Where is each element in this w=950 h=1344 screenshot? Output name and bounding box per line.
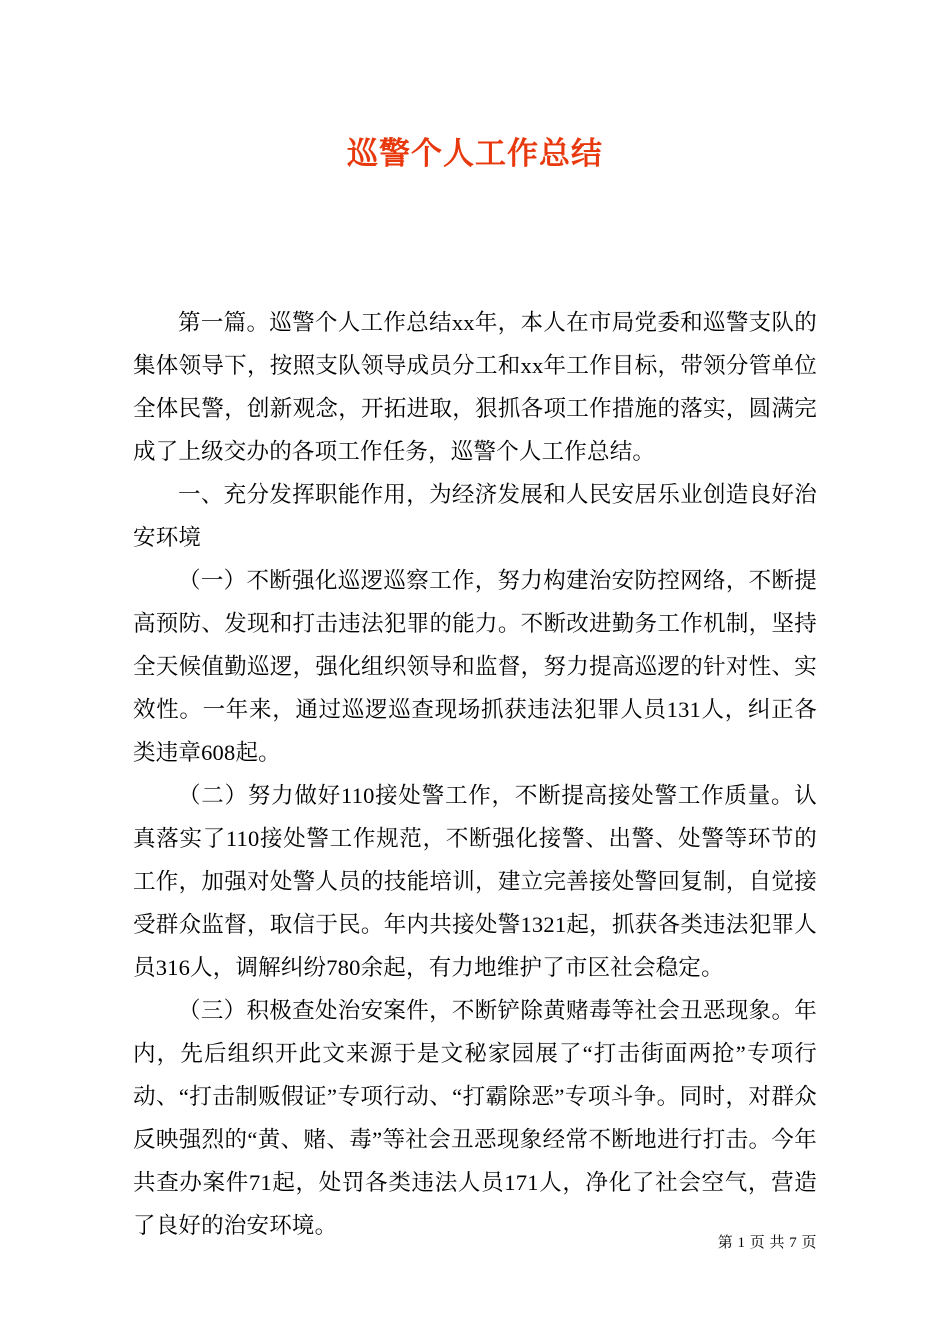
paragraph: （二）努力做好110接处警工作，不断提高接处警工作质量。认真落实了110接处警工作规范，不断强化接警、出警、处警等环节的工作，加强对处警人员的技能培训，建立完善接处警回复制，自觉接受群众监督，取信于民。年内共接处警1321起，抓获各类违法犯罪人员316人，调解纠纷780余起，有力地维护了市区社会稳定。: [133, 783, 817, 980]
paragraph: （一）不断强化巡逻巡察工作，努力构建治安防控网络，不断提高预防、发现和打击违法犯罪的能力。不断改进勤务工作机制，坚持全天候值勤巡逻，强化组织领导和监督，努力提高巡逻的针对性、实效性。一年来，通过巡逻巡查现场抓获违法犯罪人员131人，纠正各类违章608起。: [133, 568, 817, 765]
document-body: [0, 301, 950, 1247]
page-number-footer: 第 1 页 共 7 页: [717, 1235, 817, 1251]
page-title: 巡警个人工作总结: [347, 136, 603, 171]
paragraph: （三）积极查处治安案件，不断铲除黄赌毒等社会丑恶现象。年内，先后组织开此文来源于是文秘家园展了“打击街面两抢”专项行动、“打击制贩假证”专项行动、“打霸除恶”专项斗争。同时，对群众反映强烈的“黄、赌、毒”等社会丑恶现象经常不断地进行打击。今年共查办案件71起，处罚各类违法人员171人，净化了社会空气，营造了良好的治安环境。: [133, 998, 817, 1238]
paragraph: 一、充分发挥职能作用，为经济发展和人民安居乐业创造良好治安环境: [133, 482, 817, 550]
paragraph: 第一篇。巡警个人工作总结xx年，本人在市局党委和巡警支队的集体领导下，按照支队领导成员分工和xx年工作目标，带领分管单位全体民警，创新观念，开拓进取，狠抓各项工作措施的落实，圆满完成了上级交办的各项工作任务，巡警个人工作总结。: [133, 310, 817, 464]
